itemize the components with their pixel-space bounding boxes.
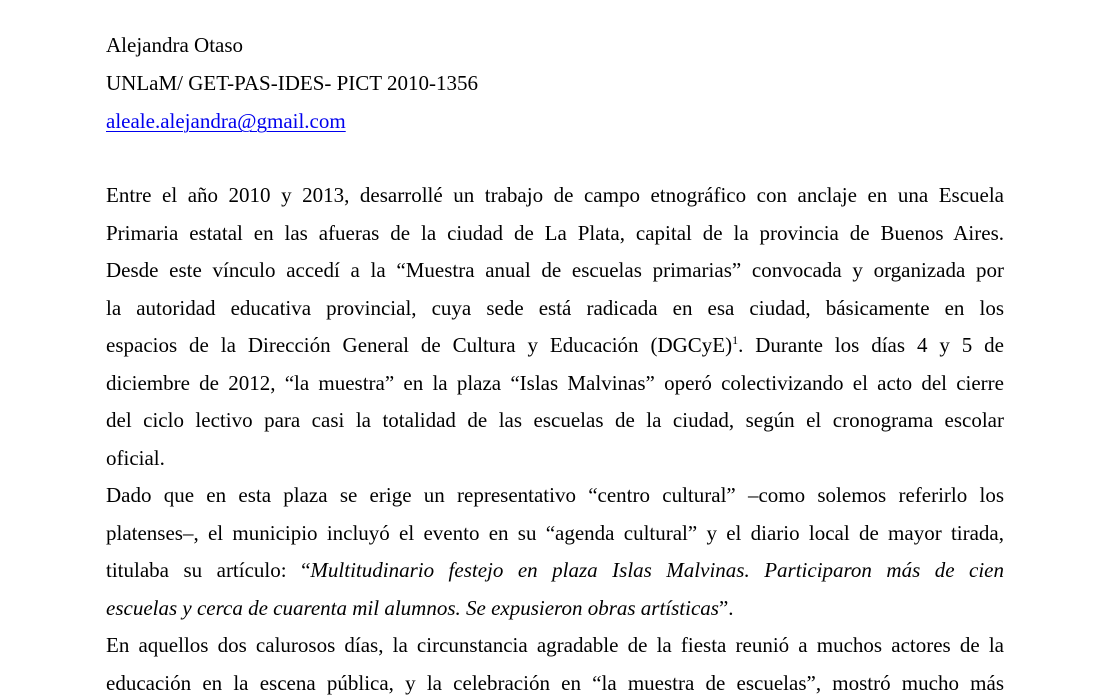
document-body	[106, 177, 1004, 700]
paragraph-1-line-8: oficial.	[106, 445, 165, 470]
paragraph-2-line-3-text: titulaba su artículo: “	[106, 558, 311, 582]
author-affiliation: UNLaM/ GET-PAS-IDES- PICT 2010-1356	[106, 71, 478, 95]
author-header	[106, 26, 478, 140]
author-name: Alejandra Otaso	[106, 33, 244, 57]
author-email-link[interactable]: aleale.alejandra@gmail.com	[106, 109, 346, 133]
quoted-headline-part-2: escuelas y cerca de cuarenta mil alumnos. Se expusieron obras artísticas	[106, 595, 719, 620]
paragraph-1-line-5-text-a: espacios de la Dirección General de Cultura y Educación (DGCyE)	[106, 333, 733, 357]
paragraph-3-line-1: En aquellos dos calurosos días, la circunstancia agradable de la fiesta reunió a muchos actores de la	[106, 633, 1004, 657]
paragraph-2-line-1: Dado que en esta plaza se erige un representativo “centro cultural” –como solemos referirlo los	[106, 483, 1004, 507]
paragraph-1-line-2: Primaria estatal en las afueras de la ciudad de La Plata, capital de la provincia de Buenos Aires.	[106, 220, 1004, 245]
paragraph-1-line-6: diciembre de 2012, “la muestra” en la plaza “Islas Malvinas” operó colectivizando el acto del cierre	[106, 370, 1004, 395]
paragraph-2-line-4	[106, 590, 1004, 628]
paragraph-1-line-3: Desde este vínculo accedí a la “Muestra anual de escuelas primarias” convocada y organizada por	[106, 258, 1004, 282]
paragraph-2-line-3	[106, 552, 1004, 590]
footnote-marker[interactable]: 1	[732, 333, 739, 347]
paragraph-1-line-4: la autoridad educativa provincial, cuya sede está radicada en esa ciudad, básicamente en los	[106, 295, 1004, 320]
paragraph-3-line-2: educación en la escena pública, y la celebración en “la muestra de escuelas”, mostró mucho más	[106, 670, 1004, 695]
paragraph-2-line-2: platenses–, el municipio incluyó el evento en su “agenda cultural” y el diario local de mayor tirada,	[106, 520, 1004, 545]
paragraph-1-line-5	[106, 327, 1004, 365]
quoted-headline-part-1: Multitudinario festejo en plaza Islas Malvinas. Participaron más de cien	[310, 558, 1005, 582]
paragraph-1-line-1: Entre el año 2010 y 2013, desarrollé un trabajo de campo etnográfico con anclaje en una Escuela	[106, 183, 1004, 207]
paragraph-1-line-7: del ciclo lectivo para casi la totalidad de las escuelas de la ciudad, según el cronograma escolar	[106, 408, 1004, 432]
paragraph-2-line-4-text: ”.	[718, 595, 734, 620]
paragraph-1-line-5-text-b: . Durante los días 4 y 5 de	[738, 333, 1004, 357]
